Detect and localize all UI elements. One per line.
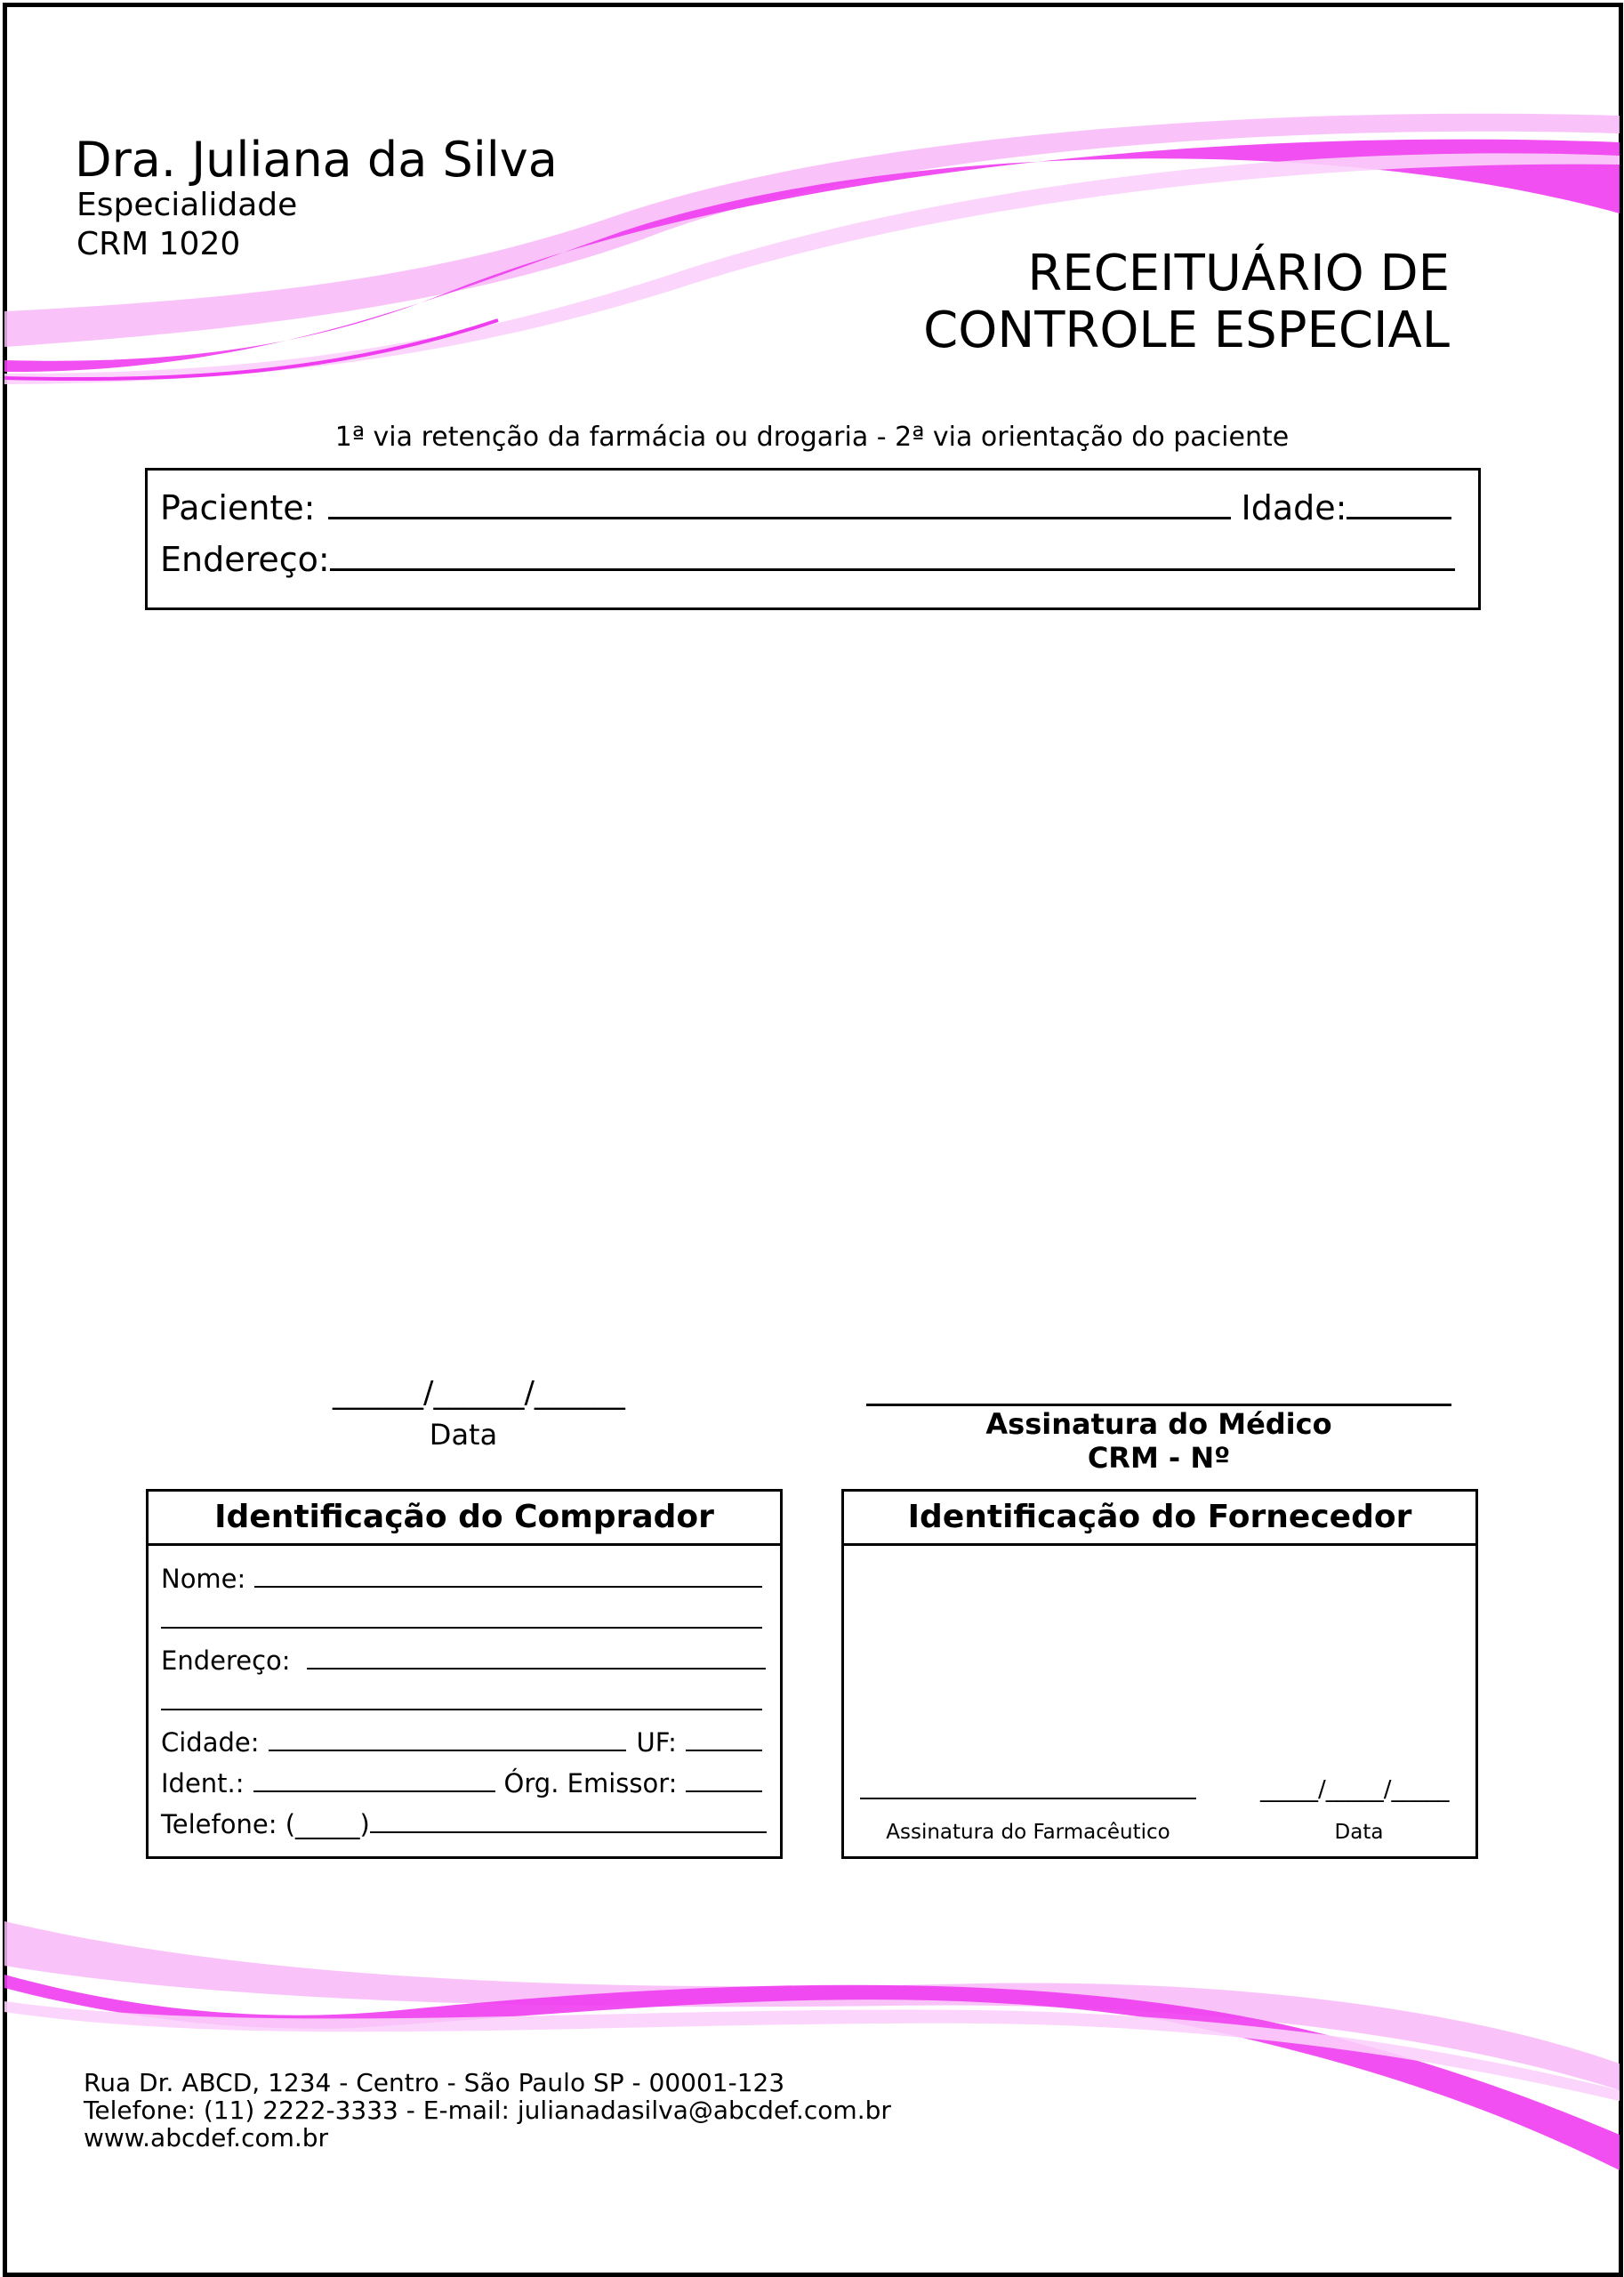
- footer-contact: [84, 2069, 891, 2152]
- buyer-city-row: [161, 1726, 762, 1758]
- buyer-city-field[interactable]: [269, 1726, 626, 1751]
- footer-website: www.abcdef.com.br: [84, 2123, 329, 2152]
- buyer-address-field-2[interactable]: [161, 1686, 762, 1710]
- patient-box: [145, 468, 1481, 610]
- patient-name-field[interactable]: [328, 488, 1231, 519]
- buyer-ident-row: [161, 1767, 762, 1798]
- patient-age-label: Idade:: [1241, 488, 1347, 527]
- patient-address-field[interactable]: [330, 540, 1455, 571]
- doctor-name: Dra. Juliana da Silva: [75, 132, 558, 188]
- supplier-date-field[interactable]: _____/_____/_____: [1260, 1776, 1450, 1803]
- patient-name-row: [160, 488, 1451, 527]
- prescription-date-field[interactable]: ______/______/______: [333, 1375, 625, 1411]
- prescription-date-label: Data: [429, 1418, 498, 1452]
- footer-address: Rua Dr. ABCD, 1234 - Centro - São Paulo SP - 00001-123: [84, 2068, 785, 2097]
- supplier-box: [841, 1489, 1478, 1859]
- supplier-box-title: Identificação do Fornecedor: [844, 1492, 1475, 1546]
- doctor-crm-label: CRM - Nº: [1087, 1441, 1231, 1475]
- buyer-box-title: Identificação do Comprador: [149, 1492, 780, 1546]
- buyer-address-row-2: [161, 1686, 762, 1710]
- buyer-box: [146, 1489, 783, 1859]
- footer-phone-email: Telefone: (11) 2222-3333 - E-mail: julianadasilva@abcdef.com.br: [84, 2096, 891, 2125]
- pharmacist-signature-line[interactable]: [860, 1798, 1196, 1799]
- supplier-date-label: Data: [1334, 1821, 1384, 1844]
- buyer-uf-field[interactable]: [686, 1726, 762, 1751]
- buyer-phone-label: Telefone: (_____): [161, 1809, 370, 1839]
- doctor-signature-caption: [866, 1407, 1451, 1475]
- buyer-ident-label: Ident.:: [161, 1768, 245, 1798]
- buyer-address-row: [161, 1645, 766, 1676]
- doctor-crm: CRM 1020: [76, 226, 241, 262]
- buyer-address-label: Endereço:: [161, 1645, 291, 1676]
- buyer-name-field[interactable]: [254, 1563, 762, 1588]
- buyer-phone-field[interactable]: [370, 1808, 767, 1833]
- patient-age-field[interactable]: [1347, 488, 1451, 519]
- doctor-signature-line[interactable]: [866, 1404, 1451, 1406]
- copies-note: 1ª via retenção da farmácia ou drogaria - 2ª via orientação do paciente: [334, 422, 1290, 453]
- buyer-uf-label: UF:: [636, 1727, 677, 1758]
- buyer-address-field[interactable]: [307, 1645, 766, 1670]
- patient-address-row: [160, 540, 1455, 579]
- pharmacist-signature-label: Assinatura do Farmacêutico: [886, 1821, 1170, 1844]
- buyer-phone-row: [161, 1808, 767, 1839]
- buyer-ident-field[interactable]: [253, 1767, 495, 1792]
- doctor-signature-label: Assinatura do Médico: [985, 1407, 1332, 1441]
- patient-name-label: Paciente:: [160, 488, 316, 527]
- buyer-name-row: [161, 1563, 762, 1594]
- buyer-name-label: Nome:: [161, 1564, 246, 1594]
- buyer-name-row-2: [161, 1604, 762, 1629]
- title-line-1: RECEITUÁRIO DE: [1027, 245, 1450, 302]
- title-line-2: CONTROLE ESPECIAL: [923, 302, 1450, 359]
- buyer-org-field[interactable]: [686, 1767, 762, 1792]
- document-title: [923, 245, 1450, 359]
- patient-address-label: Endereço:: [160, 540, 330, 579]
- buyer-name-field-2[interactable]: [161, 1604, 762, 1629]
- buyer-city-label: Cidade:: [161, 1727, 260, 1758]
- doctor-specialty: Especialidade: [76, 187, 298, 223]
- buyer-org-label: Órg. Emissor:: [503, 1768, 678, 1798]
